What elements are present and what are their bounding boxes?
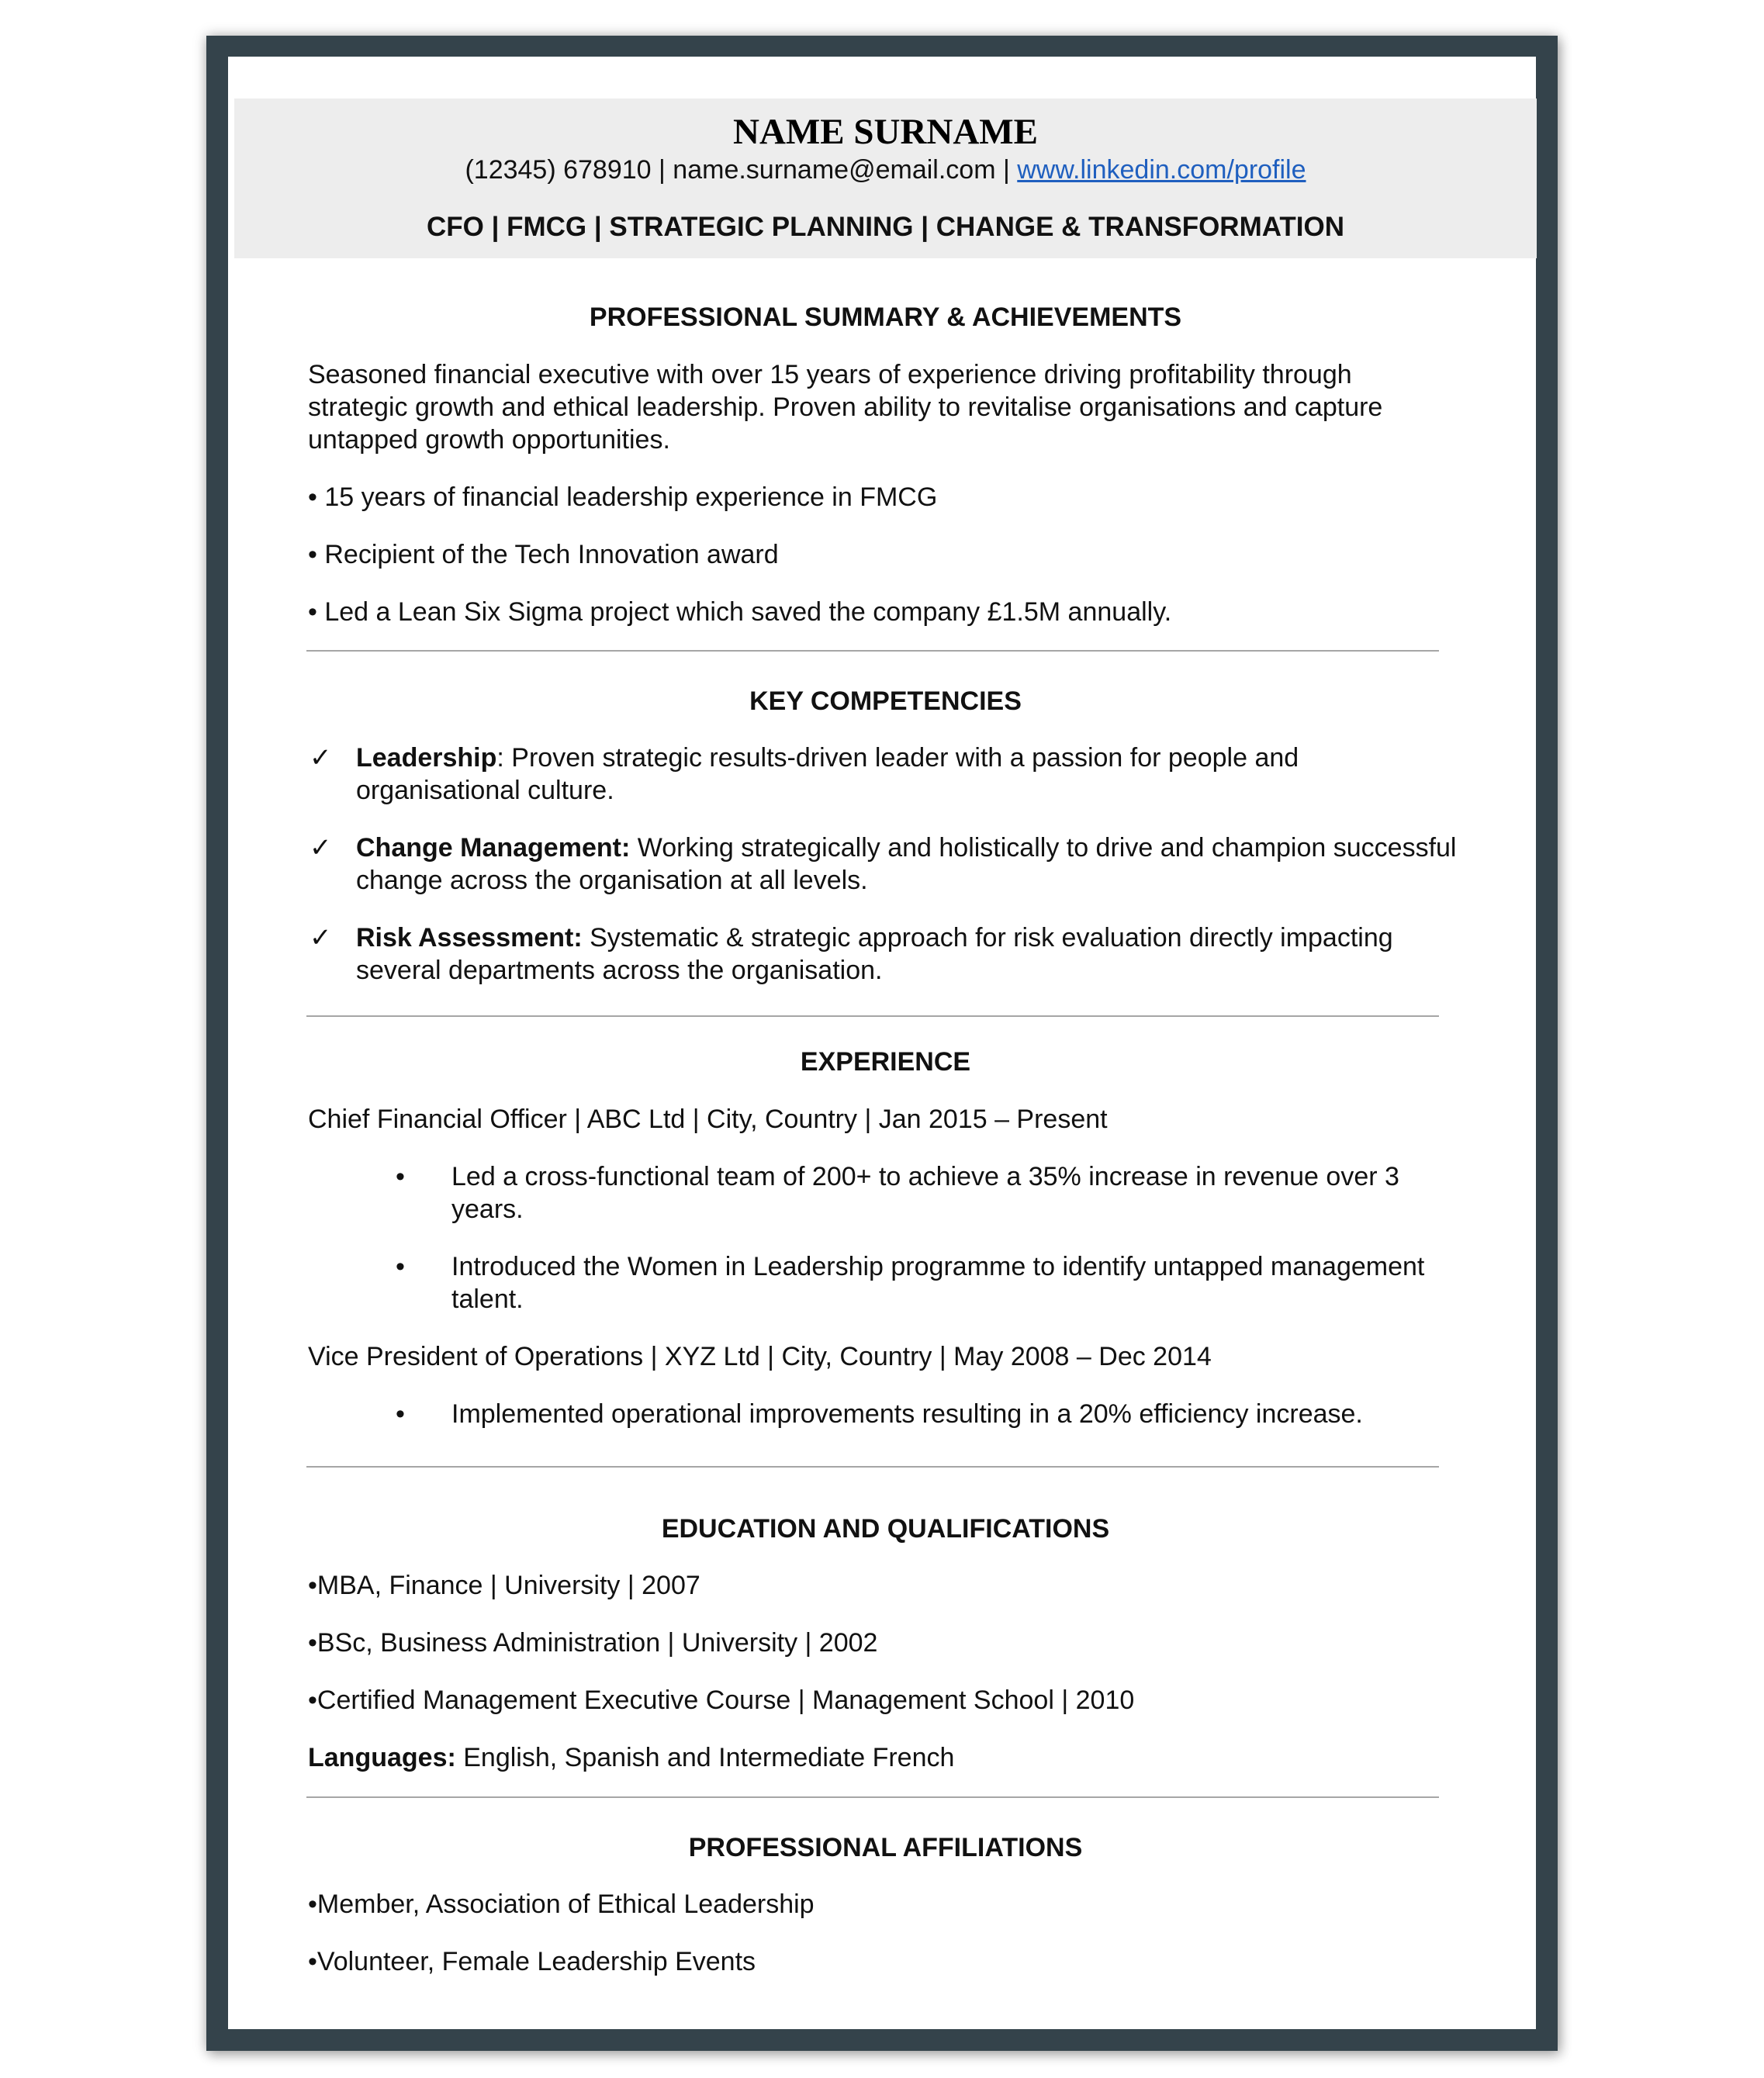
- education-item: •Certified Management Executive Course | Management School | 2010: [308, 1686, 1135, 1715]
- languages-line: [308, 1741, 954, 1774]
- achievement-item: • 15 years of financial leadership experience in FMCG: [308, 482, 938, 512]
- section-title-summary: PROFESSIONAL SUMMARY & ACHIEVEMENTS: [589, 303, 1182, 332]
- languages-label: Languages:: [308, 1743, 456, 1772]
- section-title-affiliations: PROFESSIONAL AFFILIATIONS: [688, 1833, 1083, 1862]
- affiliation-item: •Volunteer, Female Leadership Events: [308, 1947, 756, 1976]
- job-heading: Vice President of Operations | XYZ Ltd | City, Country | May 2008 – Dec 2014: [308, 1342, 1212, 1371]
- competency-label: Change Management:: [356, 833, 631, 863]
- section-divider: [306, 1466, 1439, 1468]
- competency-item: [356, 742, 1458, 807]
- section-divider: [306, 650, 1439, 652]
- candidate-name: NAME SURNAME: [733, 112, 1038, 152]
- check-icon: ✓: [310, 743, 332, 773]
- check-icon: ✓: [310, 923, 332, 953]
- summary-text: Seasoned financial executive with over 15 years of experience driving profitability through strategic growth and ethical leadership. Proven ability to revitalise organisations and capture untapped growth opportunities.: [308, 360, 1383, 455]
- achievement-item: • Led a Lean Six Sigma project which saved the company £1.5M annually.: [308, 597, 1172, 627]
- competency-label: Risk Assessment:: [356, 923, 583, 953]
- job-bullet: Led a cross-functional team of 200+ to achieve a 35% increase in revenue over 3 years.: [451, 1162, 1399, 1224]
- linkedin-link[interactable]: www.linkedin.com/profile: [1017, 155, 1306, 185]
- email: name.surname@email.com: [673, 155, 996, 185]
- competency-text: Working strategically and holistically to drive and champion successful change across the organisation at all levels.: [356, 833, 1457, 895]
- competency-text: Systematic & strategic approach for risk evaluation directly impacting several departments across the organisation.: [356, 923, 1393, 985]
- bullet-icon: •: [396, 1162, 405, 1191]
- check-icon: ✓: [310, 833, 332, 863]
- section-title-experience: EXPERIENCE: [800, 1047, 971, 1077]
- competency-item: [356, 921, 1458, 987]
- competency-text: : Proven strategic results-driven leader with a passion for people and organisational culture.: [356, 743, 1299, 805]
- job-heading: Chief Financial Officer | ABC Ltd | City, Country | Jan 2015 – Present: [308, 1105, 1108, 1134]
- headline: CFO | FMCG | STRATEGIC PLANNING | CHANGE & TRANSFORMATION: [426, 212, 1345, 242]
- achievement-item: • Recipient of the Tech Innovation award: [308, 540, 779, 569]
- bullet-icon: •: [396, 1252, 405, 1281]
- phone: (12345) 678910: [465, 155, 652, 185]
- section-title-education: EDUCATION AND QUALIFICATIONS: [661, 1514, 1110, 1544]
- education-item: •MBA, Finance | University | 2007: [308, 1571, 700, 1600]
- education-item: •BSc, Business Administration | University | 2002: [308, 1628, 878, 1658]
- section-divider: [306, 1796, 1439, 1798]
- competency-label: Leadership: [356, 743, 497, 773]
- job-bullet: Implemented operational improvements resulting in a 20% efficiency increase.: [451, 1399, 1363, 1429]
- affiliation-item: •Member, Association of Ethical Leadership: [308, 1890, 815, 1919]
- section-divider: [306, 1015, 1439, 1017]
- bullet-icon: •: [396, 1399, 405, 1429]
- contact-line: [234, 152, 1537, 188]
- languages-text: English, Spanish and Intermediate French: [455, 1743, 955, 1772]
- competency-item: [356, 832, 1458, 897]
- contact-separator: |: [995, 155, 1018, 185]
- section-title-competencies: KEY COMPETENCIES: [749, 686, 1022, 716]
- job-bullet: Introduced the Women in Leadership programme to identify untapped management talent.: [451, 1252, 1425, 1314]
- contact-separator: |: [651, 155, 673, 185]
- resume-page: [228, 57, 1536, 2029]
